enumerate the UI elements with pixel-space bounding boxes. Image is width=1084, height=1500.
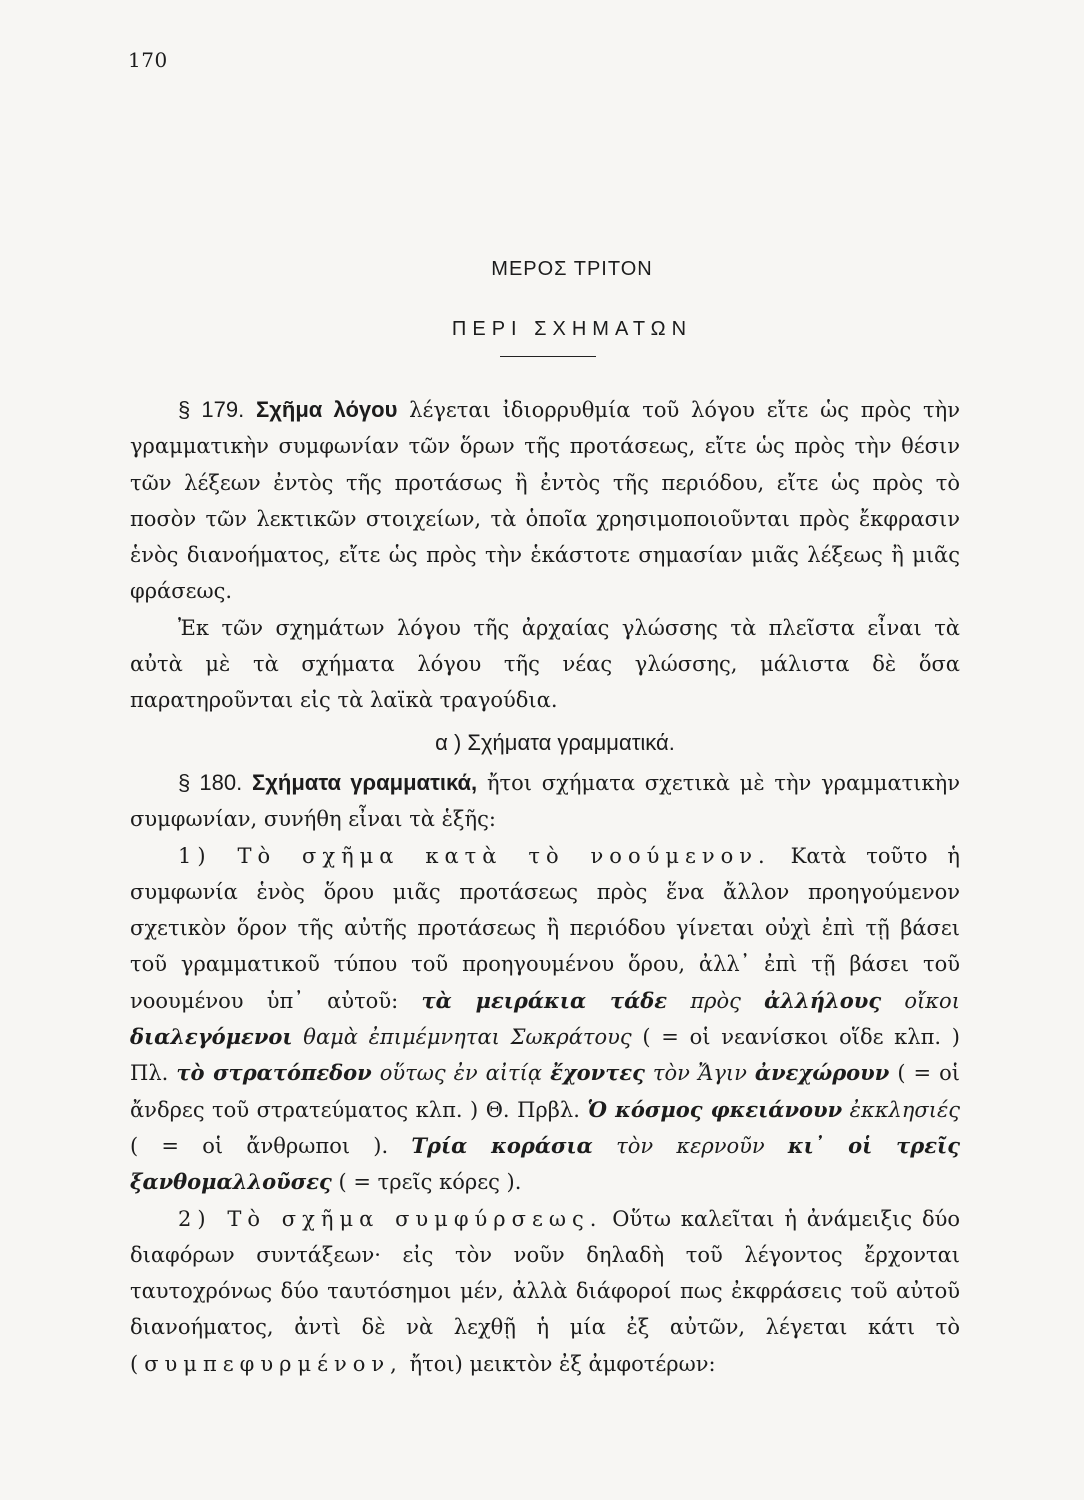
example-text: θαμὰ ἐπιμέμνηται Σωκράτους bbox=[303, 1025, 632, 1050]
paragraph-text: ( = τρεῖς κόρες ). bbox=[338, 1170, 522, 1195]
section-heading: α ) Σχήματα γραμματικά. bbox=[435, 729, 675, 755]
paragraph-text: ( = οἱ ἄνθρωποι ). bbox=[130, 1133, 389, 1158]
title-divider bbox=[500, 356, 596, 357]
paragraph-text: λέγεται ἰδιορρυθμία τοῦ λόγου εἴτε ὡς πρὸς τὴν γραμματικὴν συμφωνίαν τῶν ὅρων τῆς προτάσεως, εἴτε ὡς πρὸς τὴν θέσιν τῶν λέξεων ἐντὸς τῆς προτάσως ἢ ἐντὸς τῆς περιόδου, εἴτε ὡς πρὸς τὸ ποσὸν τῶν λεκτικῶν στοιχείων, τὰ ὁποῖα χρησιμοποιοῦνται πρὸς ἔκφρασιν ἑνὸς διανοήματος, εἴτε ὡς πρὸς τὴν ἑκάστοτε σημασίαν μιᾶς λέξεως ἢ μιᾶς φράσεως. bbox=[130, 398, 960, 604]
example-text: οὕτως ἐν αἰτίᾳ bbox=[379, 1061, 543, 1086]
example-text: ἀνεχώρουν bbox=[754, 1060, 890, 1086]
paragraph-text: ( = οἱ ἄνδρες τοῦ στρατεύματος κλπ. ) Θ. Πρβλ. bbox=[130, 1061, 960, 1122]
paragraph-text: Κατὰ τοῦτο ἡ συμφωνία ἑνὸς ὅρου μιᾶς προτάσεως πρὸς ἕνα ἄλλον προηγούμενον σχετικὸν ὅρον τῆς αὐτῆς προτάσεως ἢ περιόδου γίνεται οὐχὶ ἐπὶ τῇ βάσει τοῦ γραμματικοῦ τύπου τοῦ προηγουμένου ὅρου, ἀλλ᾽ ἐπὶ τῇ βάσει τοῦ νοουμένου ὑπ᾽ αὐτοῦ: bbox=[130, 843, 960, 1013]
example-text: πρὸς bbox=[690, 988, 741, 1013]
example-text: τὸ στρατόπεδον bbox=[176, 1060, 372, 1086]
example-text: ἔχοντες bbox=[550, 1060, 645, 1086]
example-text: τὸν κερνοῦν bbox=[616, 1133, 765, 1158]
spaced-term: (συμπεφυρμένον, bbox=[130, 1351, 403, 1376]
body-text bbox=[130, 392, 960, 1382]
example-text: οἴκοι bbox=[904, 988, 960, 1013]
example-text: τὸν Ἄγιν bbox=[652, 1061, 747, 1086]
example-text: διαλεγόμενοι bbox=[130, 1024, 293, 1050]
list-item-2 bbox=[130, 1201, 960, 1382]
paragraph-text: ( = οἱ νεανίσκοι οἵδε κλπ. ) Πλ. bbox=[130, 1025, 960, 1086]
list-item-1 bbox=[130, 838, 960, 1201]
paragraph-text: ἤτοι) μεικτὸν ἐξ ἀμφοτέρων: bbox=[409, 1351, 716, 1376]
item-label: 1) Τὸ σχῆμα κατὰ τὸ νοούμενον. bbox=[178, 843, 771, 868]
term: Σχήματα γραμματικά, bbox=[252, 769, 478, 795]
example-text: Τρία κοράσια bbox=[411, 1132, 593, 1158]
example-text: τὰ μειράκια τάδε bbox=[421, 987, 668, 1013]
page-number: 170 bbox=[128, 48, 168, 72]
term: Σχῆμα λόγου bbox=[256, 397, 398, 422]
example-text: Ὁ κόσμος φκειάνουν bbox=[587, 1096, 843, 1122]
section-number: § 179. bbox=[178, 397, 245, 422]
example-text: κι᾽ οἱ τρεῖς ξανθομαλλοῦσες bbox=[130, 1132, 960, 1195]
item-label: 2) Τὸ σχῆμα συμφύρσεως. bbox=[178, 1206, 603, 1231]
example-text: ἀλλήλους bbox=[764, 987, 882, 1013]
example-text: ἐκκλησιές bbox=[849, 1097, 960, 1122]
paragraph-text: Ἐκ τῶν σχημάτων λόγου τῆς ἀρχαίας γλώσσης τὰ πλεῖστα εἶναι τὰ αὐτὰ μὲ τὰ σχήματα λόγου τῆς νέας γλώσσης, μάλιστα δὲ ὅσα παρατηροῦνται εἰς τὰ λαϊκὰ τραγούδια. bbox=[130, 615, 960, 713]
section-number: § 180. bbox=[178, 769, 243, 795]
paragraph-180 bbox=[130, 765, 960, 838]
paragraph-179-cont bbox=[130, 610, 960, 719]
part-subtitle: ΠΕΡΙ ΣΧΗΜΑΤΩΝ bbox=[451, 318, 693, 340]
paragraph-179 bbox=[130, 392, 960, 610]
paragraph-text: Οὕτω καλεῖται ἡ ἀνάμειξις δύο διαφόρων συντάξεων· εἰς τὸν νοῦν δηλαδὴ τοῦ λέγοντος ἔρχονται ταυτοχρόνως δύο ταυτόσημοι μέν, ἀλλὰ διάφοροί πως ἐκφράσεις τοῦ αὐτοῦ διανοήματος, ἀντὶ δὲ νὰ λεχθῇ ἡ μία ἐξ αὐτῶν, λέγεται κάτι τὸ bbox=[130, 1206, 960, 1340]
part-title: ΜΕΡΟΣ ΤΡΙΤΟΝ bbox=[491, 258, 653, 280]
paragraph-text: ἤτοι σχήματα σχετικὰ μὲ τὴν γραμματικὴν συμφωνίαν, συνήθη εἶναι τὰ ἑξῆς: bbox=[130, 770, 960, 832]
